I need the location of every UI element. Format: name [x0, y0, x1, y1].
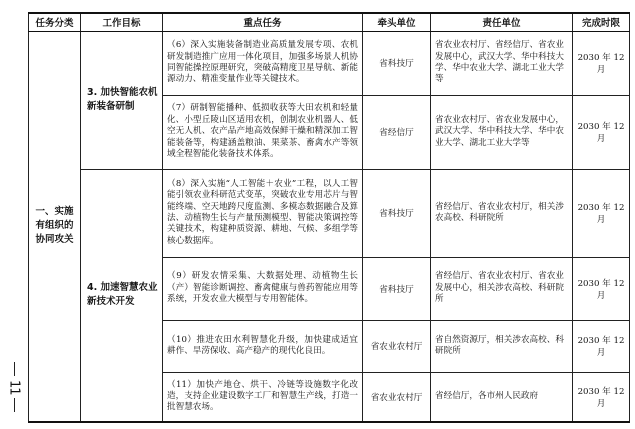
lead-cell: 省科技厅: [363, 31, 431, 95]
lead-cell: 省科技厅: [363, 257, 431, 320]
deadline-cell: 2030 年 12 月: [573, 95, 630, 169]
lead-cell: 省经信厅: [363, 95, 431, 169]
responsible-cell: 省经信厅、省农业农村厅，相关涉农高校、科研院所: [431, 169, 573, 257]
table-row: [29, 169, 630, 257]
task-cell: （11）加快产地仓、烘干、冷链等设施数字化改造，支持企业建设数字工厂和智慧生产线，打造一批智慧农场。: [163, 372, 363, 422]
task-cell: （9）研发农情采集、大数据处理、动植物生长（产）智能诊断调控、畜禽健康与兽药智能应用等系统，开发农业大模型与专用智能体。: [163, 257, 363, 320]
responsible-cell: 省农业农村厅、省农业发展中心，武汉大学、华中科技大学、华中农业大学、湖北工业大学等: [431, 95, 573, 169]
lead-cell: 省农业农村厅: [363, 320, 431, 372]
task-cell: （8）深入实施“人工智能＋农业”工程，以人工智能引领农业科研范式变革，突破农业专用芯片与智能终端、空天地跨尺度监测、多模态数据融合及算法、动植物生长与产量预测模型、智能决策调控等关键技术，构建种质资源、耕地、气候、多组学等核心数据库。: [163, 169, 363, 257]
deadline-cell: 2030 年 12 月: [573, 257, 630, 320]
header-responsible: 责任单位: [431, 13, 573, 31]
task-cell: （7）研制智能播种、低损收获等大田农机和轻量化、小型丘陵山区适用农机，创制农业机器人、低空无人机、农产品产地高效保鲜干燥和精深加工智能装备等，构建涵盖粮油、果菜茶、畜禽水产等领域全程智能化装备技术体系。: [163, 95, 363, 169]
header-deadline: 完成时限: [573, 13, 630, 31]
lead-cell: 省农业农村厅: [363, 372, 431, 422]
page-number-dash-top: [14, 362, 15, 376]
deadline-cell: 2030 年 12 月: [573, 320, 630, 372]
task-cell: （6）深入实施装备制造业高质量发展专项、农机研发制造推广应用一体化项目，加强多场景人机协同智能操控原理研究，突破高精度卫星导航、新能源动力、精准变量作业等关键技术。: [163, 31, 363, 95]
responsible-cell: 省农业农村厅、省经信厅、省农业发展中心，武汉大学、华中科技大学、华中农业大学、湖北工业大学等: [431, 31, 573, 95]
page-number-text: 11: [6, 379, 22, 395]
goal-cell: 4. 加速智慧农业新技术开发: [81, 169, 163, 422]
header-category: 任务分类: [29, 13, 81, 31]
responsible-cell: 省自然资源厅，相关涉农高校、科研院所: [431, 320, 573, 372]
page-number: [6, 352, 22, 422]
task-cell: （10）推进农田水利智慧化升级，加快建成适宜耕作、旱涝保收、高产稳产的现代化良田。: [163, 320, 363, 372]
header-goal: 工作目标: [81, 13, 163, 31]
header-task: 重点任务: [163, 13, 363, 31]
table-row: [29, 31, 630, 95]
lead-cell: 省科技厅: [363, 169, 431, 257]
deadline-cell: 2030 年 12 月: [573, 31, 630, 95]
goal-cell: 3. 加快智能农机新装备研制: [81, 31, 163, 169]
deadline-cell: 2030 年 12 月: [573, 372, 630, 422]
responsible-cell: 省经信厅、省农业农村厅、省农业发展中心，相关涉农高校、科研院所: [431, 257, 573, 320]
responsible-cell: 省经信厅，各市州人民政府: [431, 372, 573, 422]
page-number-dash-bottom: [14, 398, 15, 412]
header-lead: 牵头单位: [363, 13, 431, 31]
deadline-cell: 2030 年 12 月: [573, 169, 630, 257]
category-cell: 一、实施有组织的协同攻关: [29, 31, 81, 422]
task-table: [28, 12, 630, 423]
table-header-row: [29, 13, 630, 31]
